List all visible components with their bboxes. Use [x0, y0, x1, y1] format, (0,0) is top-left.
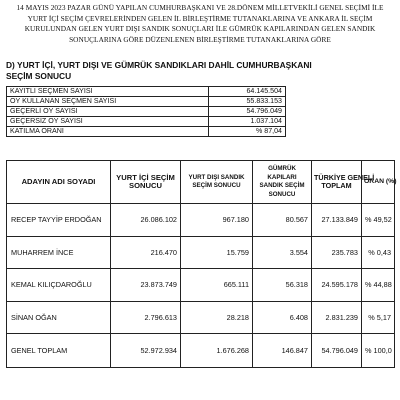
summary-label: GEÇERSİZ OY SAYISI: [7, 117, 209, 127]
section-title: [6, 60, 336, 81]
summary-row: [7, 127, 286, 137]
candidate-name: SİNAN OĞAN: [7, 301, 111, 334]
total-votes: 24.595.178: [312, 269, 362, 302]
abroad-votes: 15.759: [181, 236, 253, 269]
abroad-votes: 665.111: [181, 269, 253, 302]
header-line: 14 MAYIS 2023 PAZAR GÜNÜ YAPILAN CUMHURBAŞKANI VE 28.DÖNEM MİLLETVEKİLİ GENEL SEÇİMİ İLE: [16, 3, 384, 12]
grand-total-votes: 54.796.049: [312, 334, 362, 368]
summary-label: KAYITLI SEÇMEN SAYISI: [7, 87, 209, 97]
total-votes: 2.831.239: [312, 301, 362, 334]
summary-label: OY KULLANAN SEÇMEN SAYISI: [7, 97, 209, 107]
section-title-line: SEÇİM SONUCU: [6, 70, 72, 81]
customs-votes: 80.567: [253, 204, 312, 237]
header-domestic: [111, 161, 181, 204]
header-abroad-line: YURT DIŞI SANDIK: [188, 173, 245, 181]
customs-votes: 6.408: [253, 301, 312, 334]
domestic-votes: 216.470: [111, 236, 181, 269]
candidate-name: RECEP TAYYİP ERDOĞAN: [7, 204, 111, 237]
header-domestic-line: SONUCU: [129, 181, 162, 190]
summary-row: [7, 107, 286, 117]
summary-table: [6, 86, 286, 137]
summary-value: 55.833.153: [209, 97, 286, 107]
results-header-row: [7, 161, 395, 204]
section-title-line: D) YURT İÇİ, YURT DIŞI VE GÜMRÜK SANDIKLARI DAHİL CUMHURBAŞKANI: [6, 60, 312, 70]
customs-votes: 3.554: [253, 236, 312, 269]
summary-value: % 87,04: [209, 127, 286, 137]
vote-rate: % 44,88: [362, 269, 395, 302]
table-row: [7, 204, 395, 237]
domestic-votes: 26.086.102: [111, 204, 181, 237]
header-customs-line: SONUCU: [268, 190, 296, 198]
vote-rate: % 49,52: [362, 204, 395, 237]
abroad-votes: 967.180: [181, 204, 253, 237]
header-candidate-name: ADAYIN ADI SOYADI: [7, 161, 111, 204]
summary-row: [7, 117, 286, 127]
grand-total-customs: 146.847: [253, 334, 312, 368]
abroad-votes: 28.218: [181, 301, 253, 334]
header-total-line: TÜRKİYE GENELİ: [314, 172, 375, 182]
grand-total-rate: % 100,0: [362, 334, 395, 368]
table-row: [7, 236, 395, 269]
domestic-votes: 2.796.613: [111, 301, 181, 334]
header-line: YURT İÇİ SEÇİM ÇEVRELERİNDEN GELEN İL BİRLEŞTİRME TUTANAKLARINA VE ANKARA İL SEÇİM: [27, 13, 373, 23]
header-customs: [253, 161, 312, 204]
grand-total-domestic: 52.972.934: [111, 334, 181, 368]
grand-total-row: [7, 334, 395, 368]
summary-row: [7, 87, 286, 97]
grand-total-label: GENEL TOPLAM: [7, 334, 111, 368]
summary-value: 64.145.504: [209, 87, 286, 97]
summary-row: [7, 97, 286, 107]
header-total-line: TOPLAM: [321, 181, 352, 190]
total-votes: 235.783: [312, 236, 362, 269]
header-rate: ORAN (%): [362, 161, 395, 204]
header-line: KURULUNDAN GELEN YURT DIŞI SANDIK SONUÇLARI İLE GÜMRÜK KAPILARINDAN GELEN SANDIK: [24, 24, 376, 34]
summary-value: 1.037.104: [209, 117, 286, 127]
candidate-name: KEMAL KILIÇDAROĞLU: [7, 269, 111, 302]
header-customs-line: GÜMRÜK KAPILARI: [267, 165, 297, 181]
customs-votes: 56.318: [253, 269, 312, 302]
vote-rate: % 5,17: [362, 301, 395, 334]
document-header: [6, 3, 394, 45]
header-line: SONUÇLARINA GÖRE DÜZENLENEN BİRLEŞTİRME TUTANAKLARINA GÖRE: [69, 34, 331, 44]
header-domestic-line: YURT İÇİ SEÇİM: [116, 172, 175, 182]
grand-total-abroad: 1.676.268: [181, 334, 253, 368]
vote-rate: % 0,43: [362, 236, 395, 269]
header-customs-line: SANDIK SEÇİM: [259, 182, 305, 189]
summary-label: KATILMA ORANI: [7, 127, 209, 137]
table-row: [7, 269, 395, 302]
header-abroad: [181, 161, 253, 204]
header-total: [312, 161, 375, 204]
table-row: [7, 301, 395, 334]
total-votes: 27.133.849: [312, 204, 362, 237]
header-abroad-line: SEÇİM SONUCU: [192, 182, 241, 189]
candidate-name: MUHARREM İNCE: [7, 236, 111, 269]
summary-label: GEÇERLİ OY SAYISI: [7, 107, 209, 117]
results-table: [6, 160, 395, 368]
summary-value: 54.796.049: [209, 107, 286, 117]
domestic-votes: 23.873.749: [111, 269, 181, 302]
